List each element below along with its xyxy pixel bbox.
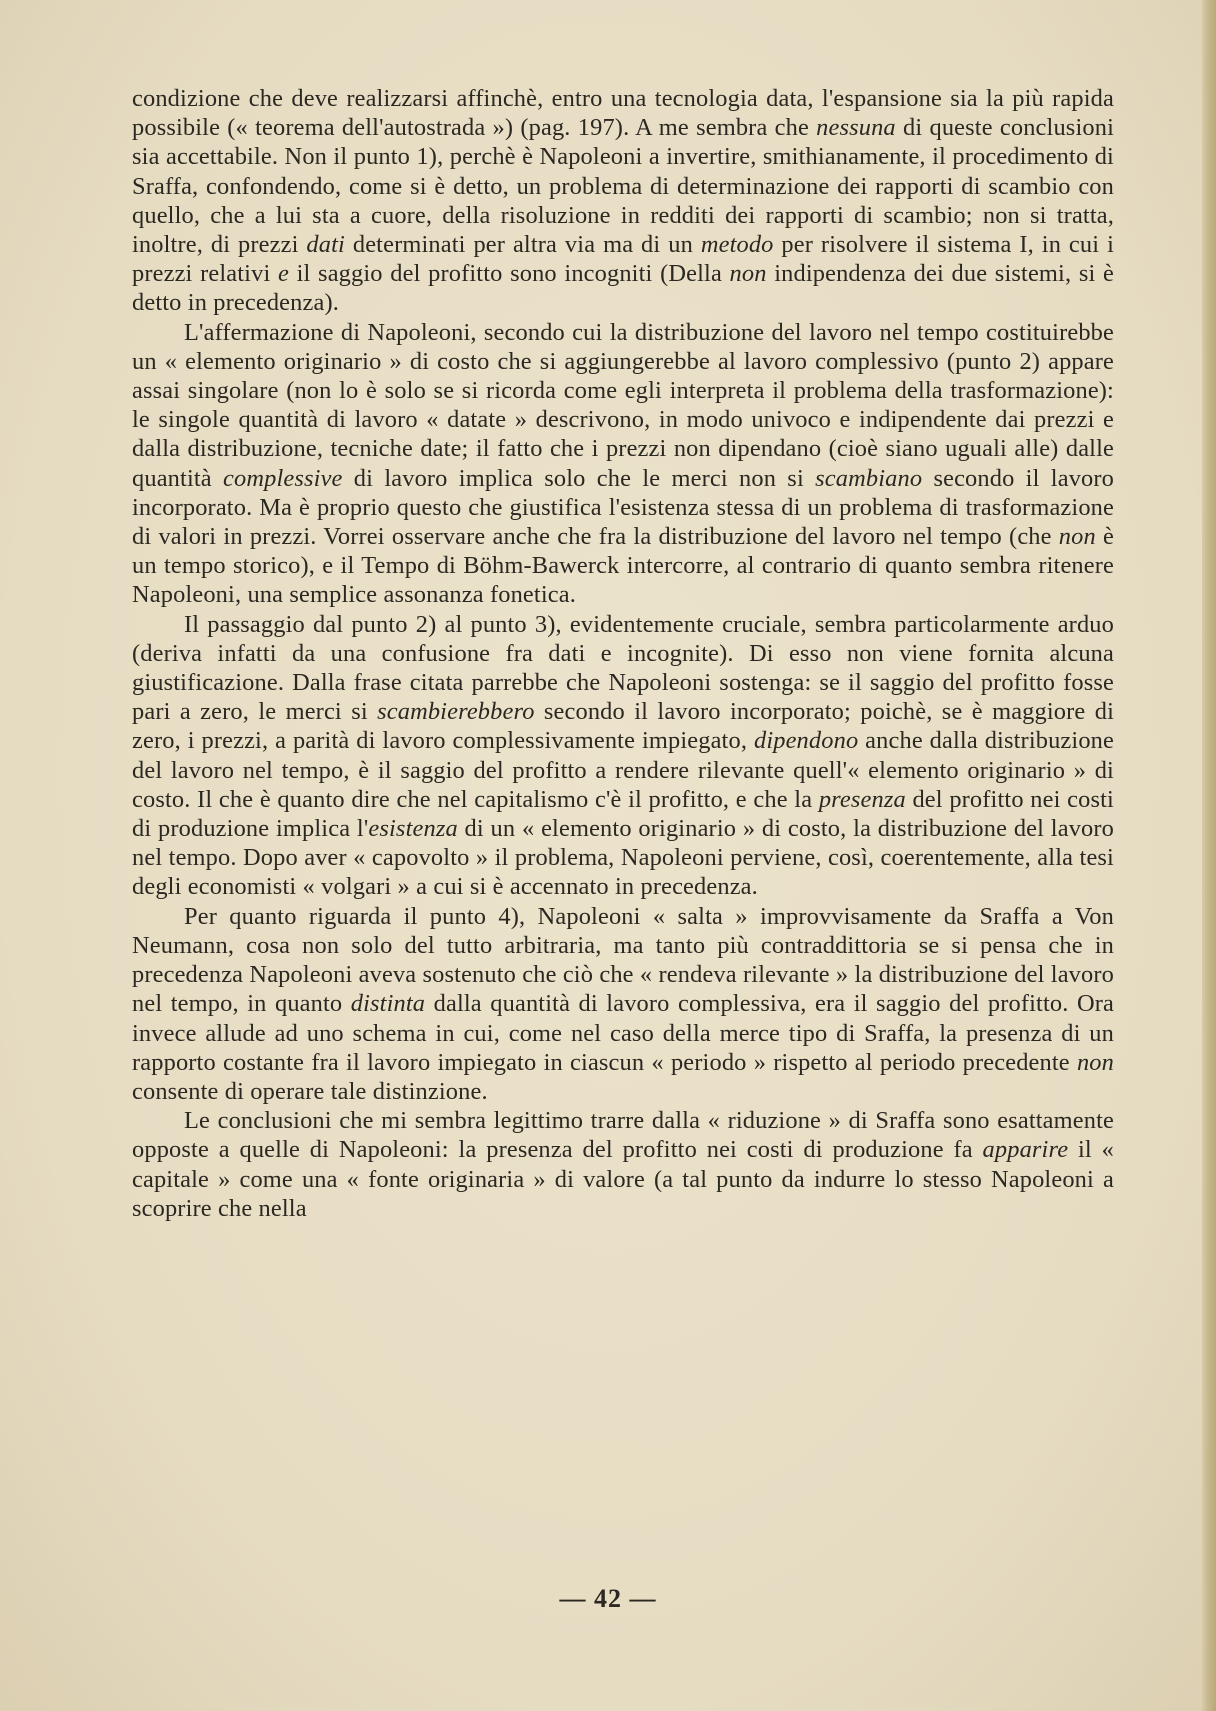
- text-run: di lavoro implica solo che le merci non si: [342, 464, 816, 492]
- paragraph: [132, 1106, 1114, 1223]
- paragraph: [132, 318, 1114, 610]
- text-run: è un tempo storico), e il Tempo di Böhm-Bawerck intercorre, al contrario di quanto sembra ritenere Napoleoni, una semplice assonanza fonetica.: [132, 523, 1114, 609]
- text-run: secondo il lavoro incorporato. Ma è proprio questo che giustifica l'esistenza stessa di un problema di trasformazione di valori in prezzi. Vorrei osservare anche che fra la distribuzione del lavoro nel tempo (che: [132, 464, 1115, 551]
- text-run: Il passaggio dal punto 2) al punto 3), evidentemente cruciale, sembra particolarmente arduo (deriva infatti da una confusione fra dati e incognite). Di esso non viene fornita alcuna giustificazione. Dalla frase citata parrebbe che Napoleoni sostenga: se il saggio del profitto fosse pari a zero, le merci si: [132, 610, 1114, 726]
- italic-text-run: complessive: [223, 464, 343, 492]
- italic-text-run: non: [1076, 1048, 1114, 1076]
- text-run: del profitto nei costi di produzione implica l': [132, 785, 1114, 843]
- italic-text-run: esistenza: [368, 815, 458, 843]
- italic-text-run: non: [1058, 523, 1096, 551]
- italic-text-run: e: [277, 260, 289, 288]
- page-number: — 42 —: [559, 1584, 657, 1613]
- italic-text-run: distinta: [350, 990, 426, 1018]
- italic-text-run: scambiano: [815, 464, 923, 492]
- page-edge: [1202, 0, 1216, 1711]
- body-text: [132, 84, 1114, 1223]
- text-run: il saggio del profitto sono incogniti (Della: [288, 260, 730, 288]
- text-run: anche dalla distribuzione del lavoro nel tempo, è il saggio del profitto a rendere rilevante quell'« elemento originario » di costo. Il che è quanto dire che nel capitalismo c'è il profitto, e che la: [132, 727, 1115, 813]
- paragraph: [132, 610, 1114, 902]
- italic-text-run: scambierebbero: [377, 698, 535, 726]
- italic-text-run: nessuna: [816, 114, 896, 142]
- text-run: condizione che deve realizzarsi affinchè, entro una tecnologia data, l'espansione sia la più rapida possibile (« teorema dell'autostrada ») (pag. 197). A me sembra che: [132, 85, 1114, 142]
- text-run: consente di operare tale distinzione.: [132, 1077, 488, 1105]
- text-run: secondo il lavoro incorporato; poichè, se è maggiore di zero, i prezzi, a parità di lavoro complessivamente impiegato,: [132, 698, 1114, 755]
- italic-text-run: presenza: [818, 785, 906, 813]
- text-run: per risolvere il sistema I, in cui i prezzi relativi: [132, 231, 1115, 288]
- italic-text-run: non: [729, 260, 767, 288]
- text-run: il « capitale » come una « fonte originaria » di valore (a tal punto da indurre lo stesso Napoleoni a scoprire che nella: [132, 1136, 1114, 1222]
- italic-text-run: metodo: [700, 231, 774, 259]
- paragraph: [132, 902, 1114, 1106]
- italic-text-run: dati: [306, 231, 345, 259]
- text-run: determinati per altra via ma di un: [344, 231, 701, 259]
- italic-text-run: dipendono: [753, 727, 859, 755]
- text-run: dalla quantità di lavoro complessiva, era il saggio del profitto. Ora invece allude ad uno schema in cui, come nel caso della merce tipo di Sraffa, la presenza di un rapporto costante fra il lavoro impiegato in ciascun « periodo » rispetto al periodo precedente: [132, 990, 1114, 1076]
- text-run: di un « elemento originario » di costo, la distribuzione del lavoro nel tempo. Dopo aver « capovolto » il problema, Napoleoni perviene, così, coerentemente, alla tesi degli economisti « volgari » a cui si è accennato in precedenza.: [132, 815, 1115, 901]
- italic-text-run: apparire: [982, 1136, 1069, 1164]
- text-run: di queste conclusioni sia accettabile. Non il punto 1), perchè è Napoleoni a invertire, smithianamente, il procedimento di Sraffa, confondendo, come si è detto, un problema di determinazione dei rapporti di scambio con quello, che a lui sta a cuore, della risoluzione in redditi dei rapporti di scambio; non si tratta, inoltre, di prezzi: [132, 114, 1114, 259]
- paragraph: [132, 84, 1114, 318]
- text-run: L'affermazione di Napoleoni, secondo cui la distribuzione del lavoro nel tempo costituirebbe un « elemento originario » di costo che si aggiungerebbe al lavoro complessivo (punto 2) appare assai singolare (non lo è solo se si ricorda come egli interpreta il problema della trasformazione): le singole quantità di lavoro « datate » descrivono, in modo univoco e indipendente dai prezzi e dalla distribuzione, tecniche date; il fatto che i prezzi non dipendano (cioè siano uguali alle) dalle quantità: [132, 318, 1114, 492]
- text-run: Per quanto riguarda il punto 4), Napoleoni « salta » improvvisamente da Sraffa a Von Neumann, cosa non solo del tutto arbitraria, ma tanto più contraddittoria se si pensa che in precedenza Napoleoni aveva sostenuto che ciò che « rendeva rilevante » la distribuzione del lavoro nel tempo, in quanto: [132, 902, 1114, 1018]
- text-run: indipendenza dei due sistemi, si è detto in precedenza).: [132, 260, 1114, 317]
- text-run: Le conclusioni che mi sembra legittimo trarre dalla « riduzione » di Sraffa sono esattamente opposte a quelle di Napoleoni: la presenza del profitto nei costi di produzione fa: [132, 1107, 1114, 1164]
